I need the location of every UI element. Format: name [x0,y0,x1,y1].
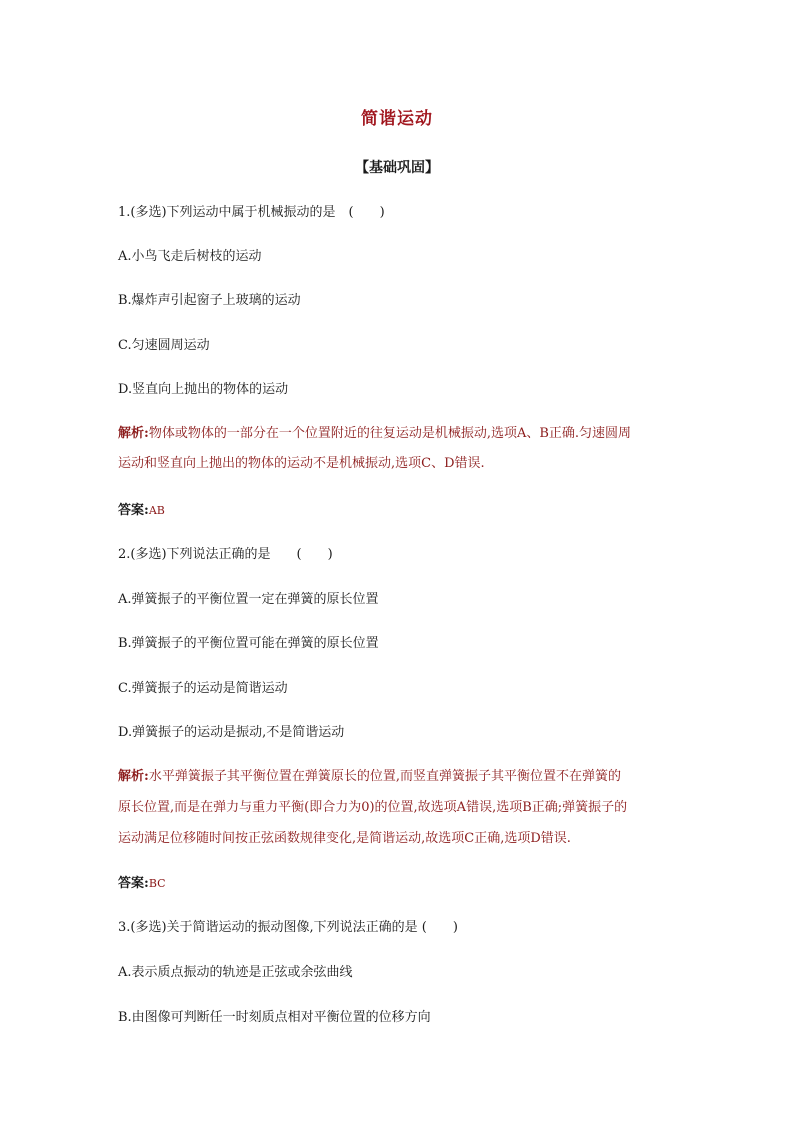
question-2-option-a: A.弹簧振子的平衡位置一定在弹簧的原长位置 [118,592,379,607]
question-2-option-d: D.弹簧振子的运动是振动,不是简谐运动 [118,725,345,740]
question-3-option-a: A.表示质点振动的轨迹是正弦或余弦曲线 [118,965,353,980]
answer-label: 答案: [118,503,149,518]
question-1-analysis-line-2: 运动和竖直向上抛出的物体的运动不是机械振动,选项C、D错误. [118,456,485,471]
question-1-analysis-line-1 [118,424,688,444]
page-title: 简谐运动 [361,109,433,129]
section-heading: 【基础巩固】 [355,160,439,176]
answer-label: 答案: [118,876,149,891]
question-2-option-c: C.弹簧振子的运动是简谐运动 [118,681,288,696]
question-1-option-c: C.匀速圆周运动 [118,338,210,353]
analysis-label: 解析: [118,769,149,784]
question-1-option-a: A.小鸟飞走后树枝的运动 [118,249,262,264]
question-2-answer [118,874,688,894]
question-2-analysis-line-1 [118,767,688,787]
question-1-option-b: B.爆炸声引起窗子上玻璃的运动 [118,293,301,308]
question-2-option-b: B.弹簧振子的平衡位置可能在弹簧的原长位置 [118,636,379,651]
analysis-text: 物体或物体的一部分在一个位置附近的往复运动是机械振动,选项A、B正确.匀速圆周 [148,426,632,441]
question-2-analysis-line-2: 原长位置,而是在弹力与重力平衡(即合力为0)的位置,故选项A错误,选项B正确;弹簧振子的 [118,800,628,815]
analysis-text: 水平弹簧振子其平衡位置在弹簧原长的位置,而竖直弹簧振子其平衡位置不在弹簧的 [148,769,621,784]
question-2-stem: 2.(多选)下列说法正确的是 ( ) [118,547,333,562]
question-2-analysis-line-3: 运动满足位移随时间按正弦函数规律变化,是简谐运动,故选项C正确,选项D错误. [118,831,571,846]
answer-value: BC [148,877,166,890]
answer-value: AB [148,504,165,517]
question-1-option-d: D.竖直向上抛出的物体的运动 [118,382,289,397]
analysis-label: 解析: [118,426,149,441]
question-1-stem: 1.(多选)下列运动中属于机械振动的是 ( ) [118,205,385,220]
question-1-answer [118,501,688,521]
question-3-stem: 3.(多选)关于简谐运动的振动图像,下列说法正确的是 ( ) [118,920,458,935]
question-3-option-b: B.由图像可判断任一时刻质点相对平衡位置的位移方向 [118,1010,431,1025]
